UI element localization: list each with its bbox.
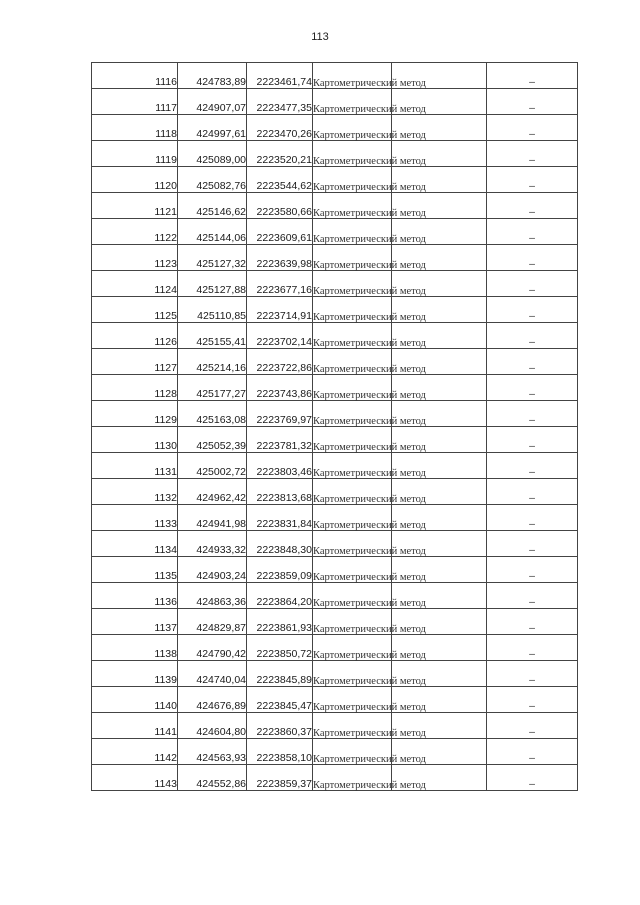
note-cell: –	[487, 323, 578, 349]
x-coordinate-cell: 425082,76	[178, 167, 247, 193]
x-coordinate-cell: 425110,85	[178, 297, 247, 323]
method-cell: Картометрический метод	[313, 661, 392, 687]
x-coordinate-cell: 424933,32	[178, 531, 247, 557]
note-cell: –	[487, 583, 578, 609]
x-coordinate-cell: 424563,93	[178, 739, 247, 765]
method-cell: Картометрический метод	[313, 245, 392, 271]
note-cell: –	[487, 141, 578, 167]
point-number-cell: 1123	[92, 245, 178, 271]
x-coordinate-cell: 424783,89	[178, 63, 247, 89]
x-coordinate-cell: 424604,80	[178, 713, 247, 739]
point-number-cell: 1136	[92, 583, 178, 609]
table-row	[92, 401, 578, 427]
point-number-cell: 1131	[92, 453, 178, 479]
note-cell: –	[487, 453, 578, 479]
y-coordinate-cell: 2223470,26	[247, 115, 313, 141]
y-coordinate-cell: 2223803,46	[247, 453, 313, 479]
point-number-cell: 1119	[92, 141, 178, 167]
table-row	[92, 141, 578, 167]
y-coordinate-cell: 2223850,72	[247, 635, 313, 661]
note-cell: –	[487, 245, 578, 271]
method-cell: Картометрический метод	[313, 557, 392, 583]
method-cell: Картометрический метод	[313, 193, 392, 219]
y-coordinate-cell: 2223722,86	[247, 349, 313, 375]
point-number-cell: 1120	[92, 167, 178, 193]
note-cell: –	[487, 687, 578, 713]
x-coordinate-cell: 425146,62	[178, 193, 247, 219]
point-number-cell: 1139	[92, 661, 178, 687]
y-coordinate-cell: 2223580,66	[247, 193, 313, 219]
point-number-cell: 1132	[92, 479, 178, 505]
point-number-cell: 1141	[92, 713, 178, 739]
method-cell: Картометрический метод	[313, 609, 392, 635]
note-cell: –	[487, 479, 578, 505]
note-cell: –	[487, 271, 578, 297]
page-number: 113	[311, 31, 329, 43]
method-cell: Картометрический метод	[313, 765, 392, 791]
x-coordinate-cell: 424740,04	[178, 661, 247, 687]
y-coordinate-cell: 2223861,93	[247, 609, 313, 635]
point-number-cell: 1129	[92, 401, 178, 427]
point-number-cell: 1128	[92, 375, 178, 401]
y-coordinate-cell: 2223831,84	[247, 505, 313, 531]
table-row	[92, 661, 578, 687]
table-row	[92, 427, 578, 453]
point-number-cell: 1133	[92, 505, 178, 531]
method-cell: Картометрический метод	[313, 713, 392, 739]
x-coordinate-cell: 424829,87	[178, 609, 247, 635]
note-cell: –	[487, 349, 578, 375]
note-cell: –	[487, 635, 578, 661]
point-number-cell: 1142	[92, 739, 178, 765]
table-row	[92, 63, 578, 89]
point-number-cell: 1122	[92, 219, 178, 245]
note-cell: –	[487, 89, 578, 115]
method-cell: Картометрический метод	[313, 323, 392, 349]
note-cell: –	[487, 219, 578, 245]
y-coordinate-cell: 2223544,62	[247, 167, 313, 193]
table-row	[92, 245, 578, 271]
y-coordinate-cell: 2223677,16	[247, 271, 313, 297]
x-coordinate-cell: 424863,36	[178, 583, 247, 609]
note-cell: –	[487, 531, 578, 557]
y-coordinate-cell: 2223859,09	[247, 557, 313, 583]
table-row	[92, 89, 578, 115]
point-number-cell: 1124	[92, 271, 178, 297]
y-coordinate-cell: 2223858,10	[247, 739, 313, 765]
note-cell: –	[487, 713, 578, 739]
y-coordinate-cell: 2223743,86	[247, 375, 313, 401]
y-coordinate-cell: 2223860,37	[247, 713, 313, 739]
x-coordinate-cell: 425163,08	[178, 401, 247, 427]
method-cell: Картометрический метод	[313, 401, 392, 427]
x-coordinate-cell: 425214,16	[178, 349, 247, 375]
point-number-cell: 1134	[92, 531, 178, 557]
note-cell: –	[487, 297, 578, 323]
point-number-cell: 1130	[92, 427, 178, 453]
point-number-cell: 1135	[92, 557, 178, 583]
method-cell: Картометрический метод	[313, 583, 392, 609]
method-cell: Картометрический метод	[313, 687, 392, 713]
note-cell: –	[487, 609, 578, 635]
point-number-cell: 1118	[92, 115, 178, 141]
y-coordinate-cell: 2223813,68	[247, 479, 313, 505]
point-number-cell: 1121	[92, 193, 178, 219]
x-coordinate-cell: 425144,06	[178, 219, 247, 245]
y-coordinate-cell: 2223702,14	[247, 323, 313, 349]
table-row	[92, 557, 578, 583]
y-coordinate-cell: 2223864,20	[247, 583, 313, 609]
method-cell: Картометрический метод	[313, 739, 392, 765]
y-coordinate-cell: 2223477,35	[247, 89, 313, 115]
point-number-cell: 1125	[92, 297, 178, 323]
point-number-cell: 1140	[92, 687, 178, 713]
y-coordinate-cell: 2223845,89	[247, 661, 313, 687]
method-cell: Картометрический метод	[313, 271, 392, 297]
x-coordinate-cell: 424790,42	[178, 635, 247, 661]
note-cell: –	[487, 63, 578, 89]
x-coordinate-cell: 424907,07	[178, 89, 247, 115]
note-cell: –	[487, 167, 578, 193]
y-coordinate-cell: 2223781,32	[247, 427, 313, 453]
x-coordinate-cell: 424903,24	[178, 557, 247, 583]
x-coordinate-cell: 424941,98	[178, 505, 247, 531]
coordinates-table-body	[92, 63, 578, 791]
table-row	[92, 271, 578, 297]
point-number-cell: 1138	[92, 635, 178, 661]
note-cell: –	[487, 427, 578, 453]
table-row	[92, 479, 578, 505]
table-row	[92, 505, 578, 531]
method-cell: Картометрический метод	[313, 141, 392, 167]
table-row	[92, 765, 578, 791]
x-coordinate-cell: 425089,00	[178, 141, 247, 167]
method-cell: Картометрический метод	[313, 479, 392, 505]
x-coordinate-cell: 425155,41	[178, 323, 247, 349]
method-cell: Картометрический метод	[313, 453, 392, 479]
table-row	[92, 115, 578, 141]
table-row	[92, 297, 578, 323]
x-coordinate-cell: 425052,39	[178, 427, 247, 453]
table-row	[92, 219, 578, 245]
method-cell: Картометрический метод	[313, 219, 392, 245]
note-cell: –	[487, 739, 578, 765]
table-row	[92, 583, 578, 609]
y-coordinate-cell: 2223609,61	[247, 219, 313, 245]
method-cell: Картометрический метод	[313, 167, 392, 193]
y-coordinate-cell: 2223848,30	[247, 531, 313, 557]
x-coordinate-cell: 425127,32	[178, 245, 247, 271]
y-coordinate-cell: 2223845,47	[247, 687, 313, 713]
note-cell: –	[487, 661, 578, 687]
x-coordinate-cell: 425127,88	[178, 271, 247, 297]
method-cell: Картометрический метод	[313, 115, 392, 141]
y-coordinate-cell: 2223769,97	[247, 401, 313, 427]
y-coordinate-cell: 2223859,37	[247, 765, 313, 791]
table-row	[92, 713, 578, 739]
x-coordinate-cell: 424552,86	[178, 765, 247, 791]
table-row	[92, 453, 578, 479]
table-row	[92, 531, 578, 557]
note-cell: –	[487, 375, 578, 401]
method-cell: Картометрический метод	[313, 349, 392, 375]
table-row	[92, 375, 578, 401]
method-cell: Картометрический метод	[313, 297, 392, 323]
table-row	[92, 609, 578, 635]
method-cell: Картометрический метод	[313, 427, 392, 453]
x-coordinate-cell: 424962,42	[178, 479, 247, 505]
note-cell: –	[487, 557, 578, 583]
note-cell: –	[487, 765, 578, 791]
x-coordinate-cell: 425002,72	[178, 453, 247, 479]
method-cell: Картометрический метод	[313, 63, 392, 89]
note-cell: –	[487, 115, 578, 141]
method-cell: Картометрический метод	[313, 505, 392, 531]
note-cell: –	[487, 401, 578, 427]
note-cell: –	[487, 193, 578, 219]
y-coordinate-cell: 2223520,21	[247, 141, 313, 167]
table-row	[92, 167, 578, 193]
method-cell: Картометрический метод	[313, 531, 392, 557]
table-row	[92, 349, 578, 375]
x-coordinate-cell: 424676,89	[178, 687, 247, 713]
x-coordinate-cell: 425177,27	[178, 375, 247, 401]
method-cell: Картометрический метод	[313, 635, 392, 661]
note-cell: –	[487, 505, 578, 531]
point-number-cell: 1127	[92, 349, 178, 375]
point-number-cell: 1126	[92, 323, 178, 349]
point-number-cell: 1116	[92, 63, 178, 89]
table-row	[92, 323, 578, 349]
method-cell: Картометрический метод	[313, 89, 392, 115]
x-coordinate-cell: 424997,61	[178, 115, 247, 141]
table-row	[92, 687, 578, 713]
coordinates-table	[91, 62, 578, 791]
point-number-cell: 1143	[92, 765, 178, 791]
point-number-cell: 1117	[92, 89, 178, 115]
y-coordinate-cell: 2223461,74	[247, 63, 313, 89]
table-row	[92, 739, 578, 765]
table-row	[92, 193, 578, 219]
point-number-cell: 1137	[92, 609, 178, 635]
y-coordinate-cell: 2223714,91	[247, 297, 313, 323]
method-cell: Картометрический метод	[313, 375, 392, 401]
y-coordinate-cell: 2223639,98	[247, 245, 313, 271]
table-row	[92, 635, 578, 661]
